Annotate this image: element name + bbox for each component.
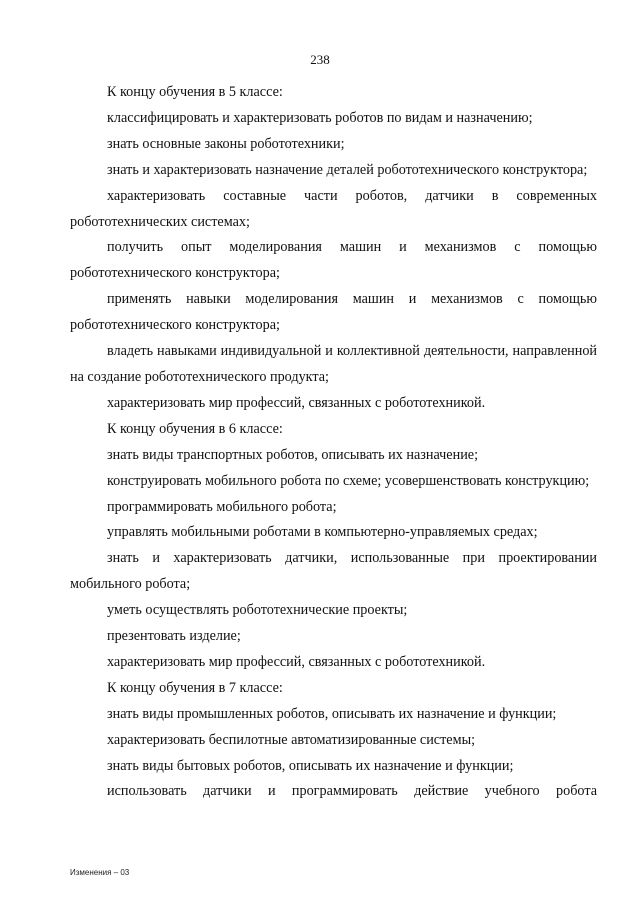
paragraph: знать и характеризовать назначение деталей робототехнического конструктора; (107, 161, 588, 178)
page-body (70, 80, 597, 805)
paragraph: характеризовать мир профессий, связанных с робототехникой. (107, 653, 486, 670)
paragraph: использовать датчики и программировать действие учебного робота (107, 783, 597, 800)
paragraph: управлять мобильными роботами в компьютерно-управляемых средах; (107, 524, 538, 541)
paragraph: характеризовать мир профессий, связанных с робототехникой. (107, 394, 486, 411)
paragraph: знать виды транспортных роботов, описывать их назначение; (107, 446, 479, 463)
paragraph: владеть навыками индивидуальной и коллективной деятельности, направленной на создание робототехнического продукта; (70, 343, 597, 385)
paragraph: характеризовать составные части роботов, датчики в современных робототехнических системах; (70, 187, 597, 230)
paragraph: конструировать мобильного робота по схеме; усовершенствовать конструкцию; (107, 472, 590, 489)
paragraph: характеризовать беспилотные автоматизированные системы; (107, 731, 476, 748)
page-number: 238 (310, 52, 330, 67)
paragraph: классифицировать и характеризовать роботов по видам и назначению; (107, 109, 533, 126)
paragraph: знать виды бытовых роботов, описывать их назначение и функции; (107, 757, 514, 774)
paragraph: знать основные законы робототехники; (107, 135, 345, 152)
paragraph: применять навыки моделирования машин и механизмов с помощью робототехнического конструктора; (70, 291, 597, 334)
paragraph: К концу обучения в 6 классе: (107, 420, 283, 437)
paragraph: презентовать изделие; (107, 628, 241, 645)
paragraph: К концу обучения в 5 классе: (107, 84, 283, 100)
paragraph: знать и характеризовать датчики, использованные при проектировании мобильного робота; (70, 550, 597, 593)
footer-revision: Изменения – 03 (70, 868, 130, 877)
paragraph: знать виды промышленных роботов, описывать их назначение и функции; (107, 705, 557, 722)
paragraph: программировать мобильного робота; (107, 498, 337, 515)
paragraph: получить опыт моделирования машин и механизмов с помощью робототехнического конструктора; (70, 239, 597, 282)
paragraph: уметь осуществлять робототехнические проекты; (107, 602, 408, 619)
paragraph: К концу обучения в 7 классе: (107, 679, 283, 696)
